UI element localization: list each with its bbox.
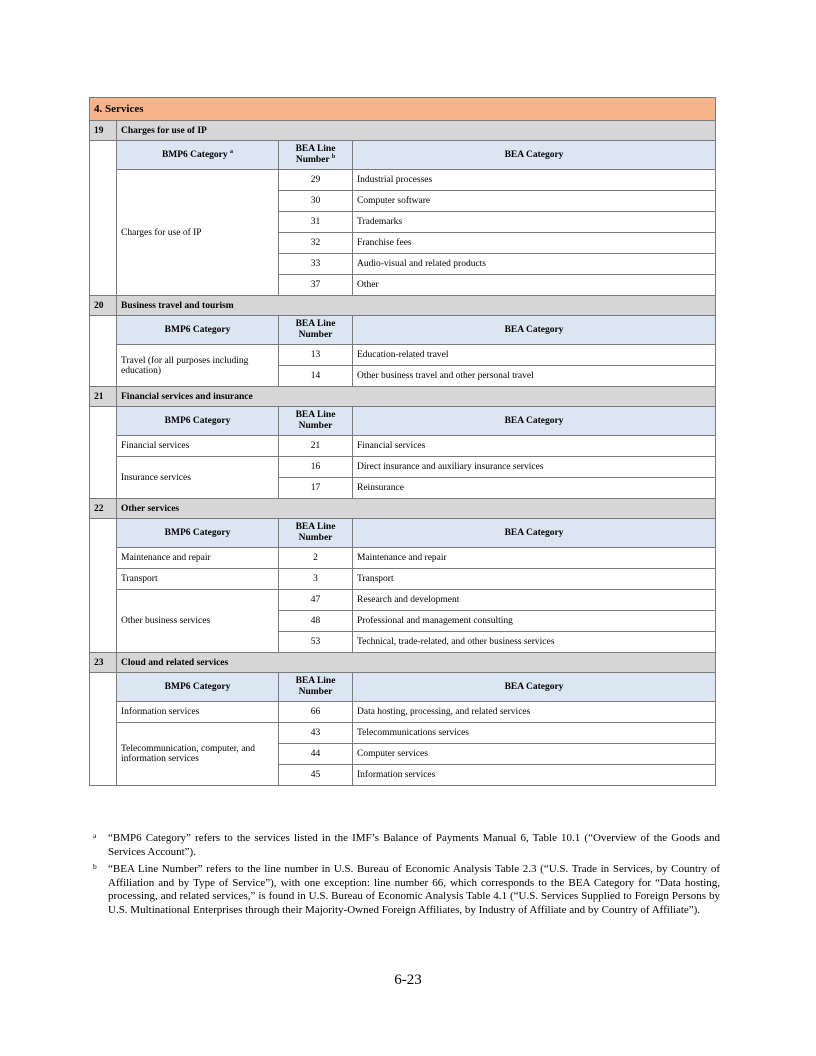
bea-category-cell: Trademarks (353, 212, 716, 233)
bea-line-cell: 45 (279, 765, 353, 786)
bea-line-cell: 14 (279, 366, 353, 387)
bea-category-cell: Computer services (353, 744, 716, 765)
bea-category-cell: Transport (353, 569, 716, 590)
bea-line-cell: 2 (279, 548, 353, 569)
bea-category-cell: Franchise fees (353, 233, 716, 254)
bea-category-cell: Professional and management consulting (353, 611, 716, 632)
group-number: 19 (90, 121, 117, 141)
group-number: 20 (90, 296, 117, 316)
bea-line-header: BEA Line Number (279, 519, 353, 548)
bmp6-header: BMP6 Category (117, 407, 279, 436)
group-header (90, 387, 716, 407)
bmp6-cell: Transport (117, 569, 279, 590)
footnote-text: “BEA Line Number” refers to the line number in U.S. Bureau of Economic Analysis Table 2.3 (“U.S. Trade in Services, by Country of Affiliation and by Type of Service”), with one exception: line number 66, which corresponds to the BEA Category for “Data hosting, processing, and related services,” is found in U.S. Bureau of Economic Analysis Table 4.1 (“U.S. Services Supplied to Foreign Persons by U.S. Multinational Enterprises through their Majority-Owned Foreign Affiliates, by Industry of Affiliate and by Country of Affiliate”). (108, 863, 720, 916)
bmp6-cell: Travel (for all purposes including education) (117, 345, 279, 387)
group-title: Other services (117, 499, 716, 519)
table-row (90, 170, 716, 191)
bea-line-cell: 44 (279, 744, 353, 765)
footnote-a (93, 832, 720, 859)
bmp6-cell: Insurance services (117, 457, 279, 499)
bea-category-cell: Other business travel and other personal travel (353, 366, 716, 387)
bea-category-cell: Education-related travel (353, 345, 716, 366)
bea-line-header: BEA Line Number (279, 673, 353, 702)
footnote-mark: a (93, 831, 97, 840)
bmp6-header: BMP6 Category (117, 316, 279, 345)
bea-category-cell: Audio-visual and related products (353, 254, 716, 275)
bea-line-header: BEA Line Number (279, 407, 353, 436)
bea-line-header: BEA Line Number (279, 316, 353, 345)
table-row (90, 436, 716, 457)
column-header-row (90, 407, 716, 436)
bmp6-header: BMP6 Category $^a$ (117, 141, 279, 170)
bmp6-header: BMP6 Category (117, 519, 279, 548)
bea-line-cell: 37 (279, 275, 353, 296)
bmp6-cell: Charges for use of IP (117, 170, 279, 296)
column-header-row (90, 141, 716, 170)
footnote-b (93, 863, 720, 917)
bea-line-cell: 31 (279, 212, 353, 233)
bea-line-cell: 30 (279, 191, 353, 212)
bea-category-cell: Research and development (353, 590, 716, 611)
services-table (89, 97, 716, 786)
bea-line-cell: 29 (279, 170, 353, 191)
bea-category-cell: Information services (353, 765, 716, 786)
group-title: Cloud and related services (117, 653, 716, 673)
bea-line-cell: 21 (279, 436, 353, 457)
bmp6-cell: Other business services (117, 590, 279, 653)
bea-category-cell: Maintenance and repair (353, 548, 716, 569)
table-row (90, 723, 716, 744)
bea-category-cell: Other (353, 275, 716, 296)
table-row (90, 590, 716, 611)
group-header (90, 499, 716, 519)
bea-category-cell: Financial services (353, 436, 716, 457)
table-row (90, 548, 716, 569)
bea-category-cell: Direct insurance and auxiliary insurance services (353, 457, 716, 478)
group-header (90, 121, 716, 141)
group-title: Financial services and insurance (117, 387, 716, 407)
footnote-text: “BMP6 Category” refers to the services listed in the IMF’s Balance of Payments Manual 6, Table 10.1 (“Overview of the Goods and Services Account”). (108, 832, 720, 858)
table-row (90, 345, 716, 366)
bea-category-header: BEA Category (353, 519, 716, 548)
bea-line-cell: 16 (279, 457, 353, 478)
bea-line-cell: 17 (279, 478, 353, 499)
group-number: 23 (90, 653, 117, 673)
group-header (90, 296, 716, 316)
bea-category-cell: Industrial processes (353, 170, 716, 191)
page-number: 6-23 (394, 972, 422, 988)
column-header-row (90, 673, 716, 702)
table-row (90, 569, 716, 590)
bea-category-cell: Computer software (353, 191, 716, 212)
bmp6-cell: Telecommunication, computer, and information services (117, 723, 279, 786)
bea-line-cell: 13 (279, 345, 353, 366)
bea-category-cell: Technical, trade-related, and other business services (353, 632, 716, 653)
bmp6-cell: Information services (117, 702, 279, 723)
bea-line-cell: 33 (279, 254, 353, 275)
bea-line-cell: 3 (279, 569, 353, 590)
bea-line-header: BEA Line Number $^b$ (279, 141, 353, 170)
bea-category-header: BEA Category (353, 673, 716, 702)
group-number: 21 (90, 387, 117, 407)
bea-line-cell: 53 (279, 632, 353, 653)
bea-category-header: BEA Category (353, 141, 716, 170)
section-title: 4. Services (90, 98, 716, 121)
bmp6-cell: Financial services (117, 436, 279, 457)
bea-category-cell: Data hosting, processing, and related services (353, 702, 716, 723)
bea-category-cell: Reinsurance (353, 478, 716, 499)
bea-line-cell: 43 (279, 723, 353, 744)
group-header (90, 653, 716, 673)
bea-line-cell: 32 (279, 233, 353, 254)
footnotes (93, 832, 720, 921)
bea-line-cell: 48 (279, 611, 353, 632)
table-row (90, 702, 716, 723)
group-title: Business travel and tourism (117, 296, 716, 316)
bea-category-header: BEA Category (353, 407, 716, 436)
group-title: Charges for use of IP (117, 121, 716, 141)
column-header-row (90, 316, 716, 345)
bea-category-cell: Telecommunications services (353, 723, 716, 744)
column-header-row (90, 519, 716, 548)
bea-line-cell: 47 (279, 590, 353, 611)
bmp6-cell: Maintenance and repair (117, 548, 279, 569)
group-number: 22 (90, 499, 117, 519)
table-row (90, 457, 716, 478)
footnote-mark: b (93, 862, 97, 871)
bea-category-header: BEA Category (353, 316, 716, 345)
bea-line-cell: 66 (279, 702, 353, 723)
bmp6-header: BMP6 Category (117, 673, 279, 702)
